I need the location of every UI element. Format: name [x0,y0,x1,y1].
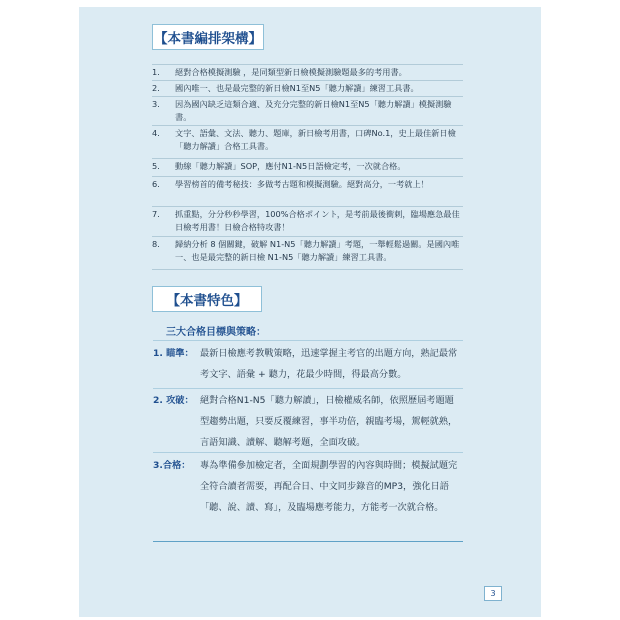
item-number: 6. [152,179,160,189]
item-number: 1. [152,67,160,77]
features-heading: 【本書特色】 [152,286,262,312]
divider [152,125,463,126]
divider [153,388,463,389]
item-number: 5. [152,161,160,171]
item-text: 文字、語彙、文法、聽力、題庫，新日檢考用書，口碑No.1，史上最佳新日檢「聽力解讀」合格工具書。 [175,128,456,151]
divider [152,96,463,97]
divider [153,541,463,542]
feature-label: 2. 攻破： [153,395,194,406]
feature-text: 絕對合格N1-N5「聽力解讀」，日檢權威名師，依照歷屆考題題型趨勢出題，只要反覆練習，事半功倍，親臨考場，駕輕就熟，言語知識、讀解、聽解考題，全面攻破。 [200,395,458,448]
divider [152,64,463,65]
item-text: 國內唯一、也是最完整的新日檢N1至N5「聽力解讀」練習工具書。 [175,83,419,93]
item-number: 4. [152,128,160,138]
divider [153,340,463,341]
item-number: 3. [152,99,160,109]
features-subtitle: 三大合格目標與策略： [166,327,266,338]
divider [153,452,463,453]
architecture-heading: 【本書編排架構】 [152,24,264,50]
divider [152,158,463,159]
item-text: 動線「聽力解讀」SOP，應付N1-N5日語檢定考，一次就合格。 [175,161,406,171]
feature-text: 專為準備參加檢定者，全面規劃學習的內容與時間；模擬試題完全符合讀者需要，再配合日、中文同步錄音的MP3，強化日語「聽、說、讀、寫」，及臨場應考能力，方能考一次就合格。 [200,460,458,513]
item-text: 因為國內缺乏這類合適、及充分完整的新日檢N1至N5「聽力解讀」模擬測驗書。 [175,99,452,122]
divider [152,176,463,177]
divider [152,269,463,270]
feature-label: 3.合格： [153,460,191,471]
item-number: 8. [152,239,160,249]
page-number: 3 [484,586,502,601]
feature-text: 最新日檢應考教戰策略，迅速掌握主考官的出題方向，熟記最常考文字、語彙 + 聽力，花最少時間，得最高分數。 [200,348,458,380]
item-text: 學習榜首的備考秘技：多做考古題和模擬測驗。絕對高分，一考就上！ [175,179,429,189]
item-text: 抓重點，分分秒秒學習，100%合格ポイント，是考前最後衝刺，臨場應急最佳日檢考用書！日檢合格特攻書！ [175,209,460,232]
divider [152,80,463,81]
item-text: 歸納分析 8 個關鍵，破解 N1-N5「聽力解讀」考題，一舉輕鬆過關。是國內唯一、也是最完整的新日檢 N1-N5「聽力解讀」練習工具書。 [175,239,460,262]
item-text: 絕對合格模擬測驗 ，是同類型新日檢模擬測驗題最多的考用書。 [175,67,407,77]
item-number: 7. [152,209,160,219]
feature-label: 1. 瞄準： [153,348,194,359]
item-number: 2. [152,83,160,93]
divider [152,236,463,237]
divider [152,206,463,207]
